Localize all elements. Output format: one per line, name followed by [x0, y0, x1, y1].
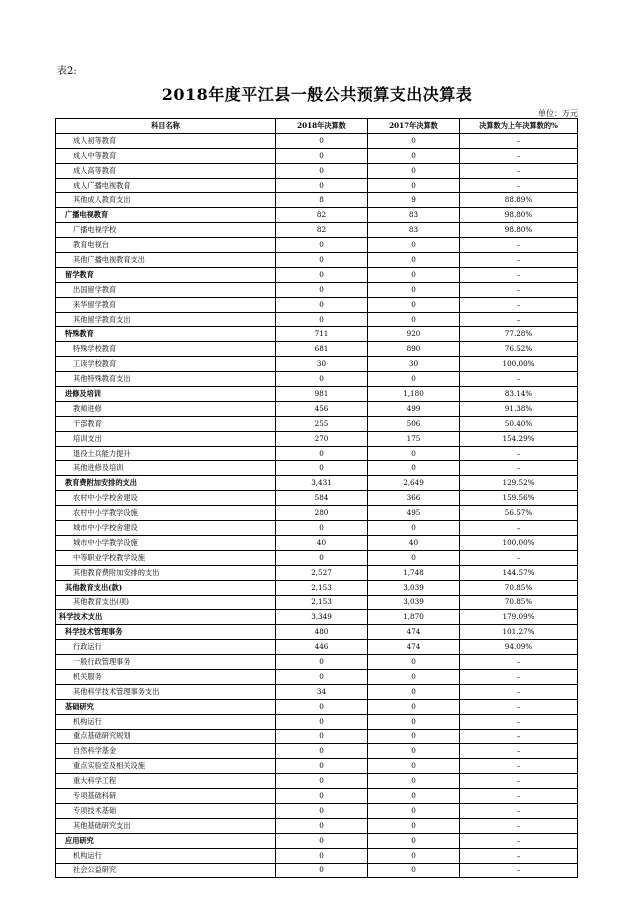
- ratio-cell: –: [460, 297, 578, 312]
- table-row: [56, 357, 578, 372]
- value-2017-cell: 0: [368, 148, 460, 163]
- subject-cell: 培训支出: [56, 431, 276, 446]
- value-2017-cell: 9: [368, 193, 460, 208]
- value-2017-cell: 0: [368, 521, 460, 536]
- ratio-cell: –: [460, 267, 578, 282]
- column-header-2018: 2018年决算数: [276, 119, 368, 134]
- value-2018-cell: 711: [276, 327, 368, 342]
- table-row: [56, 193, 578, 208]
- ratio-cell: 70.85%: [460, 595, 578, 610]
- table-row: [56, 699, 578, 714]
- ratio-cell: 100.00%: [460, 357, 578, 372]
- value-2018-cell: 0: [276, 163, 368, 178]
- table-row: [56, 178, 578, 193]
- table-row: [56, 803, 578, 818]
- table-row: [56, 372, 578, 387]
- value-2018-cell: 82: [276, 223, 368, 238]
- table-row: [56, 580, 578, 595]
- value-2018-cell: 2,153: [276, 580, 368, 595]
- page-title: 2018年度平江县一般公共预算支出决算表: [161, 85, 473, 104]
- subject-cell: 教育电视台: [56, 238, 276, 253]
- ratio-cell: –: [460, 178, 578, 193]
- subject-cell: 成人广播电视教育: [56, 178, 276, 193]
- value-2017-cell: 0: [368, 372, 460, 387]
- value-2017-cell: 0: [368, 253, 460, 268]
- value-2018-cell: 0: [276, 267, 368, 282]
- subject-cell: 成人中等教育: [56, 148, 276, 163]
- subject-cell: 城市中小学教学设施: [56, 535, 276, 550]
- subject-cell: 成人初等教育: [56, 133, 276, 148]
- subject-cell: 特殊教育: [56, 327, 276, 342]
- ratio-cell: 98.80%: [460, 208, 578, 223]
- value-2018-cell: 0: [276, 461, 368, 476]
- ratio-cell: –: [460, 312, 578, 327]
- table-row: [56, 238, 578, 253]
- ratio-cell: –: [460, 655, 578, 670]
- subject-cell: 社会公益研究: [56, 863, 276, 878]
- ratio-cell: 179.09%: [460, 610, 578, 625]
- subject-cell: 教育费附加安排的支出: [56, 476, 276, 491]
- value-2018-cell: 584: [276, 491, 368, 506]
- table-row: [56, 476, 578, 491]
- value-2018-cell: 40: [276, 535, 368, 550]
- subject-cell: 成人高等教育: [56, 163, 276, 178]
- value-2018-cell: 0: [276, 253, 368, 268]
- ratio-cell: –: [460, 253, 578, 268]
- ratio-cell: 101.27%: [460, 625, 578, 640]
- value-2018-cell: 0: [276, 372, 368, 387]
- subject-cell: 科学技术管理事务: [56, 625, 276, 640]
- subject-cell: 留学教育: [56, 267, 276, 282]
- table-row: [56, 744, 578, 759]
- subject-cell: 干部教育: [56, 416, 276, 431]
- subject-cell: 广播电视教育: [56, 208, 276, 223]
- value-2017-cell: 474: [368, 640, 460, 655]
- subject-cell: 农村中小学教学设施: [56, 506, 276, 521]
- value-2018-cell: 0: [276, 282, 368, 297]
- value-2018-cell: 30: [276, 357, 368, 372]
- table-row: [56, 610, 578, 625]
- value-2017-cell: 499: [368, 401, 460, 416]
- value-2017-cell: 0: [368, 759, 460, 774]
- table-number-label: 表2:: [57, 66, 77, 77]
- subject-cell: 特殊学校教育: [56, 342, 276, 357]
- value-2018-cell: 480: [276, 625, 368, 640]
- value-2018-cell: 981: [276, 387, 368, 402]
- value-2017-cell: 0: [368, 729, 460, 744]
- value-2017-cell: 0: [368, 833, 460, 848]
- value-2018-cell: 0: [276, 848, 368, 863]
- value-2017-cell: 0: [368, 848, 460, 863]
- subject-cell: 专项技术基础: [56, 803, 276, 818]
- value-2017-cell: 0: [368, 669, 460, 684]
- table-row: [56, 148, 578, 163]
- ratio-cell: 91.38%: [460, 401, 578, 416]
- ratio-cell: –: [460, 729, 578, 744]
- value-2018-cell: 456: [276, 401, 368, 416]
- table-row: [56, 714, 578, 729]
- value-2017-cell: 3,039: [368, 580, 460, 595]
- value-2017-cell: 3,039: [368, 595, 460, 610]
- ratio-cell: 70.85%: [460, 580, 578, 595]
- value-2018-cell: 0: [276, 863, 368, 878]
- table-row: [56, 223, 578, 238]
- value-2018-cell: 0: [276, 774, 368, 789]
- table-row: [56, 863, 578, 878]
- column-header-subject: 科目名称: [56, 119, 276, 134]
- table-row: [56, 312, 578, 327]
- ratio-cell: –: [460, 550, 578, 565]
- subject-cell: 科学技术支出: [56, 610, 276, 625]
- table-row: [56, 774, 578, 789]
- subject-cell: 来华留学教育: [56, 297, 276, 312]
- value-2017-cell: 30: [368, 357, 460, 372]
- value-2017-cell: 890: [368, 342, 460, 357]
- table-row: [56, 818, 578, 833]
- value-2018-cell: 270: [276, 431, 368, 446]
- value-2018-cell: 280: [276, 506, 368, 521]
- table-row: [56, 253, 578, 268]
- table-row: [56, 416, 578, 431]
- ratio-cell: –: [460, 833, 578, 848]
- table-row: [56, 595, 578, 610]
- value-2018-cell: 0: [276, 297, 368, 312]
- value-2018-cell: 0: [276, 655, 368, 670]
- value-2018-cell: 34: [276, 684, 368, 699]
- table-row: [56, 267, 578, 282]
- value-2018-cell: 0: [276, 238, 368, 253]
- value-2017-cell: 0: [368, 238, 460, 253]
- value-2017-cell: 474: [368, 625, 460, 640]
- value-2017-cell: 0: [368, 655, 460, 670]
- ratio-cell: –: [460, 744, 578, 759]
- value-2017-cell: 0: [368, 267, 460, 282]
- value-2017-cell: 0: [368, 461, 460, 476]
- subject-cell: 出国留学教育: [56, 282, 276, 297]
- subject-cell: 教师进修: [56, 401, 276, 416]
- subject-cell: 其他成人教育支出: [56, 193, 276, 208]
- subject-cell: 其他留学教育支出: [56, 312, 276, 327]
- table-body: [56, 133, 578, 878]
- value-2017-cell: 175: [368, 431, 460, 446]
- ratio-cell: 56.57%: [460, 506, 578, 521]
- value-2018-cell: 0: [276, 833, 368, 848]
- table-row: [56, 431, 578, 446]
- subject-cell: 自然科学基金: [56, 744, 276, 759]
- value-2017-cell: 366: [368, 491, 460, 506]
- ratio-cell: –: [460, 848, 578, 863]
- table-row: [56, 297, 578, 312]
- ratio-cell: 76.52%: [460, 342, 578, 357]
- table-row: [56, 461, 578, 476]
- value-2018-cell: 2,527: [276, 565, 368, 580]
- ratio-cell: –: [460, 148, 578, 163]
- table-header-row: [56, 119, 578, 134]
- value-2018-cell: 3,349: [276, 610, 368, 625]
- subject-cell: 机构运行: [56, 714, 276, 729]
- subject-cell: 机关服务: [56, 669, 276, 684]
- ratio-cell: –: [460, 684, 578, 699]
- subject-cell: 城市中小学校舍建设: [56, 521, 276, 536]
- value-2017-cell: 1,870: [368, 610, 460, 625]
- value-2017-cell: 0: [368, 550, 460, 565]
- ratio-cell: –: [460, 372, 578, 387]
- value-2017-cell: 0: [368, 282, 460, 297]
- table-row: [56, 789, 578, 804]
- value-2018-cell: 0: [276, 312, 368, 327]
- value-2017-cell: 0: [368, 803, 460, 818]
- value-2017-cell: 0: [368, 699, 460, 714]
- table-row: [56, 535, 578, 550]
- value-2018-cell: 681: [276, 342, 368, 357]
- subject-cell: 广播电视学校: [56, 223, 276, 238]
- ratio-cell: 50.40%: [460, 416, 578, 431]
- ratio-cell: 144.57%: [460, 565, 578, 580]
- subject-cell: 其他教育支出(款): [56, 580, 276, 595]
- ratio-cell: 83.14%: [460, 387, 578, 402]
- subject-cell: 其他教育支出(项): [56, 595, 276, 610]
- ratio-cell: –: [460, 863, 578, 878]
- value-2018-cell: 0: [276, 818, 368, 833]
- subject-cell: 工读学校教育: [56, 357, 276, 372]
- ratio-cell: –: [460, 803, 578, 818]
- table-row: [56, 848, 578, 863]
- table-row: [56, 521, 578, 536]
- table-row: [56, 684, 578, 699]
- subject-cell: 退役士兵能力提升: [56, 446, 276, 461]
- value-2017-cell: 0: [368, 818, 460, 833]
- table-row: [56, 655, 578, 670]
- budget-table: [55, 118, 578, 878]
- table-row: [56, 208, 578, 223]
- ratio-cell: –: [460, 521, 578, 536]
- value-2017-cell: 0: [368, 714, 460, 729]
- value-2018-cell: 255: [276, 416, 368, 431]
- ratio-cell: 159.56%: [460, 491, 578, 506]
- table-row: [56, 625, 578, 640]
- table-row: [56, 565, 578, 580]
- subject-cell: 其他特殊教育支出: [56, 372, 276, 387]
- value-2017-cell: 0: [368, 863, 460, 878]
- value-2018-cell: 0: [276, 521, 368, 536]
- table-row: [56, 669, 578, 684]
- ratio-cell: –: [460, 238, 578, 253]
- ratio-cell: 129.52%: [460, 476, 578, 491]
- table-row: [56, 133, 578, 148]
- table-row: [56, 759, 578, 774]
- table-row: [56, 729, 578, 744]
- column-header-2017: 2017年决算数: [368, 119, 460, 134]
- value-2017-cell: 495: [368, 506, 460, 521]
- value-2018-cell: 0: [276, 550, 368, 565]
- subject-cell: 中等职业学校教学设施: [56, 550, 276, 565]
- ratio-cell: 77.28%: [460, 327, 578, 342]
- value-2017-cell: 0: [368, 297, 460, 312]
- value-2017-cell: 0: [368, 446, 460, 461]
- table-row: [56, 163, 578, 178]
- value-2017-cell: 506: [368, 416, 460, 431]
- value-2017-cell: 40: [368, 535, 460, 550]
- ratio-cell: 154.29%: [460, 431, 578, 446]
- value-2018-cell: 446: [276, 640, 368, 655]
- value-2017-cell: 83: [368, 208, 460, 223]
- subject-cell: 农村中小学校舍建设: [56, 491, 276, 506]
- value-2017-cell: 83: [368, 223, 460, 238]
- table-row: [56, 550, 578, 565]
- ratio-cell: –: [460, 446, 578, 461]
- ratio-cell: –: [460, 789, 578, 804]
- subject-cell: 基础研究: [56, 699, 276, 714]
- subject-cell: 重大科学工程: [56, 774, 276, 789]
- subject-cell: 进修及培训: [56, 387, 276, 402]
- value-2018-cell: 0: [276, 789, 368, 804]
- value-2017-cell: 0: [368, 163, 460, 178]
- table-row: [56, 491, 578, 506]
- table-row: [56, 327, 578, 342]
- value-2018-cell: 0: [276, 729, 368, 744]
- value-2018-cell: 0: [276, 744, 368, 759]
- value-2017-cell: 0: [368, 744, 460, 759]
- value-2017-cell: 0: [368, 684, 460, 699]
- ratio-cell: –: [460, 699, 578, 714]
- ratio-cell: –: [460, 774, 578, 789]
- subject-cell: 重点基础研究规划: [56, 729, 276, 744]
- table-row: [56, 282, 578, 297]
- table-row: [56, 342, 578, 357]
- value-2018-cell: 8: [276, 193, 368, 208]
- ratio-cell: –: [460, 133, 578, 148]
- value-2018-cell: 0: [276, 803, 368, 818]
- ratio-cell: 94.09%: [460, 640, 578, 655]
- value-2017-cell: 0: [368, 774, 460, 789]
- value-2017-cell: 0: [368, 789, 460, 804]
- value-2018-cell: 0: [276, 446, 368, 461]
- value-2018-cell: 0: [276, 759, 368, 774]
- value-2017-cell: 2,649: [368, 476, 460, 491]
- value-2017-cell: 0: [368, 312, 460, 327]
- ratio-cell: –: [460, 818, 578, 833]
- value-2018-cell: 0: [276, 669, 368, 684]
- value-2017-cell: 920: [368, 327, 460, 342]
- ratio-cell: 100.00%: [460, 535, 578, 550]
- column-header-ratio: 决算数为上年决算数的%: [460, 119, 578, 134]
- subject-cell: 应用研究: [56, 833, 276, 848]
- table-row: [56, 506, 578, 521]
- value-2018-cell: 0: [276, 148, 368, 163]
- ratio-cell: –: [460, 461, 578, 476]
- value-2018-cell: 0: [276, 714, 368, 729]
- subject-cell: 其他基础研究支出: [56, 818, 276, 833]
- unit-label: 单位：万元: [538, 109, 578, 118]
- table-row: [56, 387, 578, 402]
- value-2018-cell: 0: [276, 699, 368, 714]
- subject-cell: 一般行政管理事务: [56, 655, 276, 670]
- value-2017-cell: 0: [368, 133, 460, 148]
- table-row: [56, 446, 578, 461]
- subject-cell: 其他教育费附加安排的支出: [56, 565, 276, 580]
- value-2018-cell: 0: [276, 133, 368, 148]
- ratio-cell: –: [460, 282, 578, 297]
- value-2018-cell: 2,153: [276, 595, 368, 610]
- ratio-cell: –: [460, 759, 578, 774]
- value-2017-cell: 1,180: [368, 387, 460, 402]
- table-row: [56, 401, 578, 416]
- subject-cell: 其他进修及培训: [56, 461, 276, 476]
- ratio-cell: –: [460, 163, 578, 178]
- ratio-cell: –: [460, 669, 578, 684]
- subject-cell: 行政运行: [56, 640, 276, 655]
- value-2018-cell: 0: [276, 178, 368, 193]
- value-2017-cell: 0: [368, 178, 460, 193]
- subject-cell: 专项基础科研: [56, 789, 276, 804]
- subject-cell: 机构运行: [56, 848, 276, 863]
- value-2018-cell: 3,431: [276, 476, 368, 491]
- ratio-cell: –: [460, 714, 578, 729]
- table-row: [56, 833, 578, 848]
- ratio-cell: 88.89%: [460, 193, 578, 208]
- subject-cell: 其他科学技术管理事务支出: [56, 684, 276, 699]
- table-row: [56, 640, 578, 655]
- subject-cell: 重点实验室及相关设施: [56, 759, 276, 774]
- value-2017-cell: 1,748: [368, 565, 460, 580]
- value-2018-cell: 82: [276, 208, 368, 223]
- subject-cell: 其他广播电视教育支出: [56, 253, 276, 268]
- ratio-cell: 98.80%: [460, 223, 578, 238]
